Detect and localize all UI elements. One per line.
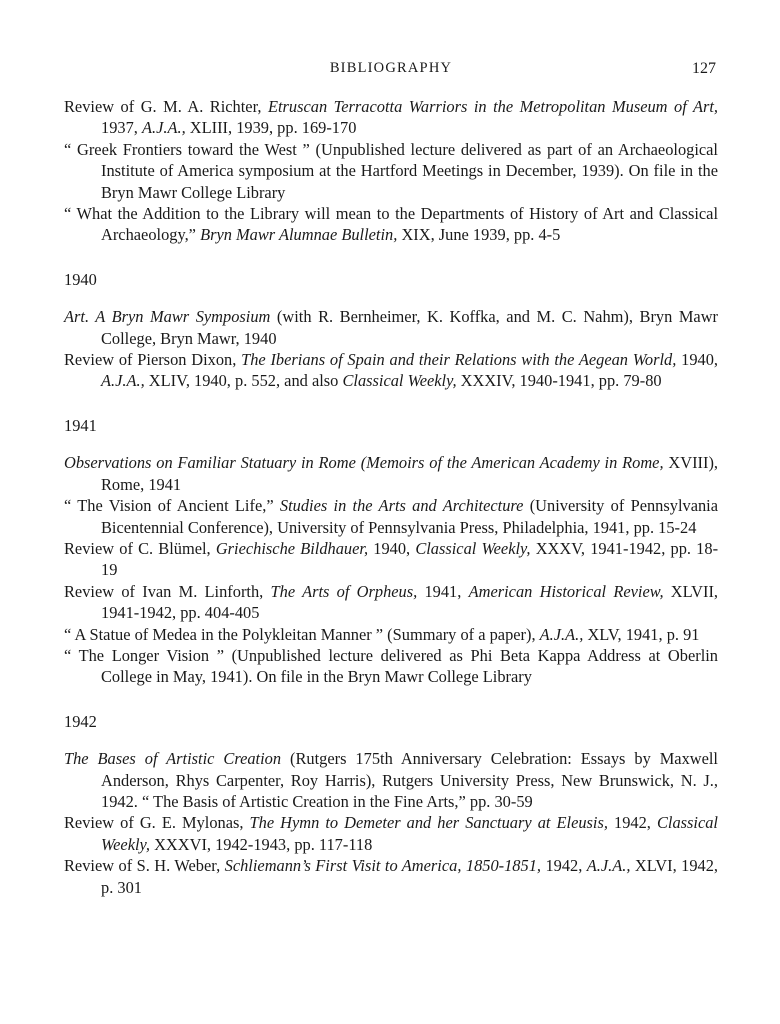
entry-text: “ Greek Frontiers toward the West ” (Unpublished lecture delivered as part of an Archaeological Institute of America symposium at the Hartford Meetings in December, 1939). On file in the Bryn Mawr College Library — [64, 139, 718, 202]
entry-text: “ What the Addition to the Library will mean to the Departments of History of Art and Classical Archaeology,” — [64, 204, 718, 245]
italic-title: Schliemann’s First Visit to America, 1850-1851, — [224, 856, 541, 876]
bibliography-entry — [64, 203, 718, 246]
italic-title: Griechische Bildhauer, — [215, 538, 369, 558]
page-number: 127 — [692, 60, 716, 77]
entry-text: XLVI, 1942, p. 301 — [101, 856, 719, 897]
entry-text: 1940, — [676, 350, 719, 370]
bibliography-entry — [64, 645, 718, 688]
bibliography-body — [64, 96, 718, 898]
italic-title: American Historical Review, — [468, 581, 664, 601]
bibliography-entry — [64, 139, 718, 203]
entry-text: (with R. Bernheimer, K. Koffka, and M. C. Nahm), Bryn Mawr College, Bryn Mawr, 1940 — [101, 307, 718, 348]
italic-title: Classical Weekly, — [415, 538, 531, 558]
italic-title: A.J.A., — [539, 624, 584, 644]
entry-text: Review of G. M. A. Richter, — [64, 97, 268, 116]
page-header — [64, 60, 718, 82]
bibliography-entry — [64, 748, 718, 812]
entry-text: XVIII), Rome, 1941 — [101, 453, 718, 494]
italic-title: Classical Weekly, — [101, 813, 718, 854]
italic-title: Observations on Familiar Statuary in Rome (Memoirs of the American Academy in Rome, — [64, 453, 664, 473]
bibliography-entry — [64, 349, 718, 392]
italic-title: Bryn Mawr Alumnae Bulletin, — [200, 225, 398, 245]
entry-text: Review of Ivan M. Linforth, — [64, 581, 271, 601]
entry-text: 1942, — [607, 813, 657, 833]
year-heading: 1940 — [64, 269, 97, 289]
entry-text: XXXIV, 1940-1941, pp. 79-80 — [456, 371, 662, 391]
year-heading: 1942 — [64, 711, 97, 731]
entry-text: Review of S. H. Weber, — [64, 856, 225, 876]
entry-text: Review of Pierson Dixon, — [64, 350, 242, 370]
bibliography-entry — [64, 452, 718, 495]
entry-text: XXXV, 1941-1942, pp. 18-19 — [101, 538, 719, 580]
entry-text: 1937, — [101, 118, 142, 138]
italic-title: A.J.A., — [141, 118, 186, 138]
entry-text: XLVII, 1941-1942, pp. 404-405 — [101, 581, 718, 623]
bibliography-entry — [64, 812, 718, 855]
bibliography-section — [64, 415, 718, 688]
italic-title: A.J.A., — [101, 371, 145, 391]
running-title: BIBLIOGRAPHY — [329, 60, 453, 76]
entry-text: Review of G. E. Mylonas, — [64, 813, 250, 833]
entry-text: XLIV, 1940, p. 552, and also — [144, 371, 343, 391]
bibliography-section — [64, 269, 718, 392]
entry-text: Review of C. Blümel, — [64, 538, 216, 558]
entry-text: “ The Longer Vision ” (Unpublished lecture delivered as Phi Beta Kappa Address at Oberlin College in May, 1941). On file in the Bryn Mawr College Library — [64, 645, 718, 687]
bibliography-entry — [64, 581, 718, 624]
italic-title: Art. A Bryn Mawr Symposium — [64, 307, 271, 327]
entry-text: XIX, June 1939, pp. 4-5 — [397, 225, 561, 245]
entry-text: (Rutgers 175th Anniversary Celebration: Essays by Maxwell Anderson, Rhys Carpenter, Roy Harris), Rutgers University Press, New Brunswick, N. J., 1942. “ The Basis of Artistic Creation in the Fine Arts,” pp. 30-59 — [101, 749, 718, 811]
bibliography-entry — [64, 495, 718, 538]
italic-title: Classical Weekly, — [342, 371, 457, 391]
italic-title: The Arts of Orpheus, — [270, 581, 418, 601]
entry-text: 1941, — [417, 581, 469, 601]
entry-text: XXXVI, 1942-1943, pp. 117-118 — [150, 834, 373, 854]
bibliography-section — [64, 711, 718, 898]
year-heading: 1941 — [64, 415, 97, 435]
entry-text: XLIII, 1939, pp. 169-170 — [185, 118, 357, 138]
entry-text: 1940, — [368, 538, 416, 558]
bibliography-section — [64, 96, 718, 246]
entry-text: 1942, — [541, 856, 587, 876]
italic-title: A.J.A., — [586, 856, 631, 876]
italic-title: Etruscan Terracotta Warriors in the Metropolitan Museum of Art, — [267, 97, 718, 116]
italic-title: Studies in the Arts and Architecture — [279, 496, 524, 516]
italic-title: The Hymn to Demeter and her Sanctuary at Eleusis, — [249, 813, 608, 833]
entry-text: (University of Pennsylvania Bicentennial Conference), University of Pennsylvania Press, Philadelphia, 1941, pp. 15-24 — [101, 496, 718, 537]
bibliography-entry — [64, 624, 718, 645]
entry-text: XLV, 1941, p. 91 — [583, 624, 700, 644]
italic-title: The Bases of Artistic Creation — [64, 749, 282, 769]
bibliography-entry — [64, 538, 718, 581]
italic-title: The Iberians of Spain and their Relations with the Aegean World, — [241, 350, 677, 370]
entry-text: “ A Statue of Medea in the Polykleitan Manner ” (Summary of a paper), — [64, 624, 540, 644]
bibliography-entry — [64, 306, 718, 349]
entry-text: “ The Vision of Ancient Life,” — [64, 496, 280, 516]
bibliography-entry — [64, 855, 718, 898]
bibliography-entry — [64, 96, 718, 139]
